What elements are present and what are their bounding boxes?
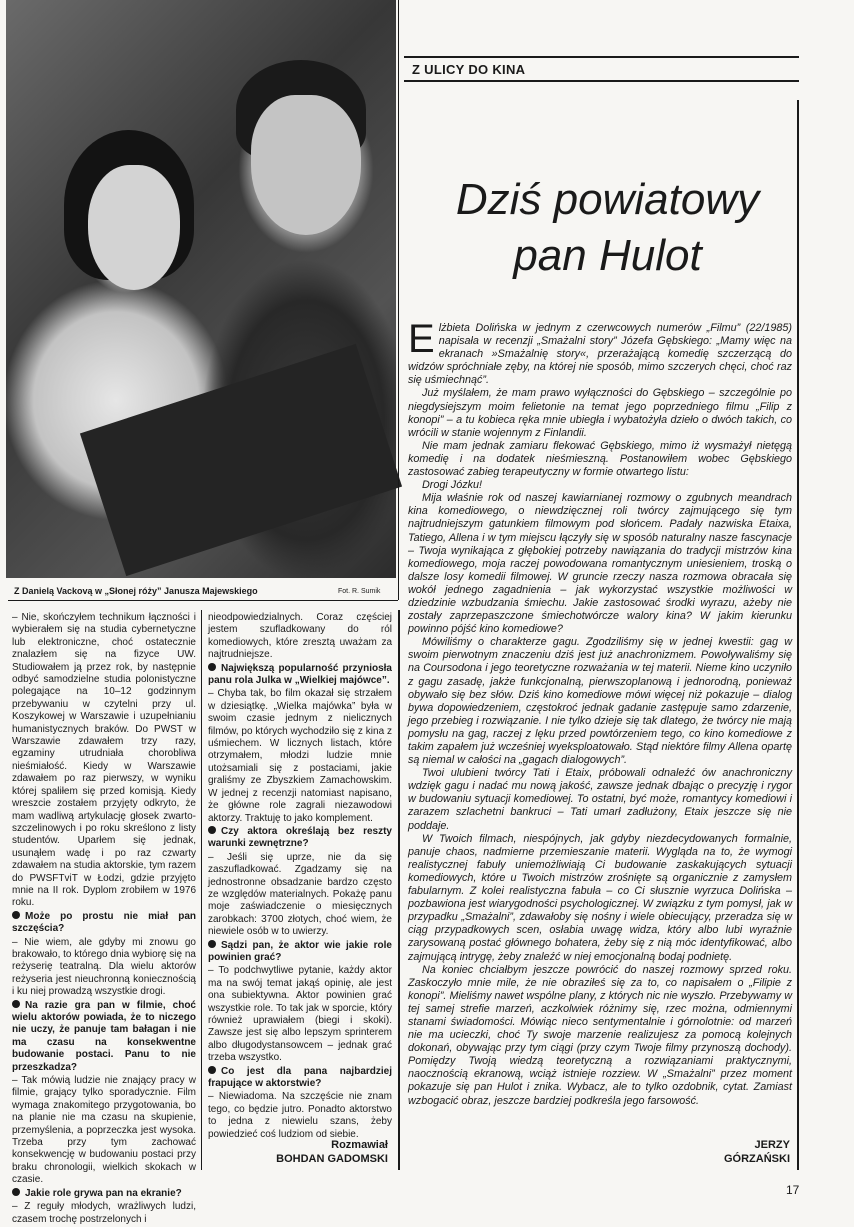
interview-question: Co jest dla pana najbardziej frapujące w aktorstwie? [208,1065,392,1090]
interview-column-rule [201,610,202,1170]
interview-answer: – Z reguły młodych, wrażliwych ludzi, czasem trochę postrzelonych i [12,1201,196,1225]
interviewer-name: BOHDAN GADOMSKI [276,1153,388,1165]
article-paragraph: Mówiliśmy o charakterze gagu. Zgodziliśmy się w jednej kwestii: gag w swoim pierwotnym znaczeniu dziś jest już anachronizmem. Powoływaliśmy się na Coursodona i jego teoretyczne rozważania w tej materii. Nieme kino uczyniło z gagu zasadę, jakże funkcjonalną, pierwszoplanową i jednorodną, ponieważ obywało się bez słów. Dziś kino komediowe mówi więcej niż pokazuje – dialog bywa dopowiedzeniem, częstokroć jednak gadanie zastępuje samo zdarzenie, jego przebieg i rozwiązanie. I nie tylko dzieje się tak dlatego, że twórcy nie mają pomysłu na gag, raczej z lęku przed powtórzeniem tego, co kino komediowe z takim zapałem już wcześniej wyeksploatowało. Stąd niektóre filmy Allena opartę są niemal w całości na „gagach dialogowych”. [408,636,792,767]
author-last-name: GÓRZAŃSKI [724,1153,790,1165]
headline-line-2: pan Hulot [513,231,702,280]
column-divider [398,0,399,600]
article-headline [420,172,795,284]
interview-question: Jakie role grywa pan na ekranie? [12,1188,196,1200]
article-paragraph: Mija właśnie rok od naszej kawiarnianej rozmowy o zgubnych meandrach kina komediowego, o niewdzięcznej roli twórcy zajmującego się tym najtrudniejszym gatunkiem filmowym pod słońcem. Padały nazwiska Etaixa, Tatiego, Allena i w tym miejscu łączyły się w sposób naturalny nasze fascynacje – Twoja wynikająca z głębokiej potrzeby nawiązania do tradycji mistrzów kina komediowego, moja raczej powodowana romantycznym uniesieniem, troską o dalsze losy komedii filmowej. W gruncie rzeczy nasza rozmowa obracała się wokół jednego zagadnienia – jak wykorzystać wszystkie możliwości w dziedzinie wzbudzania śmiechu. Jakie zastosować środki wyrazu, ażeby nie zostały zaprzepaszczone śmiechotwórcze walory kina? W jakim kierunku powinno pójść kino komediowe? [408,492,792,636]
interview-question: Sądzi pan, że aktor wie jakie role powinien grać? [208,939,392,963]
section-rule-top [404,56,799,58]
interview-signature [212,1138,388,1166]
section-label: Z ULICY DO KINA [412,62,526,77]
photo-figure-man-face [251,95,361,235]
article-paragraph: W Twoich filmach, niespójnych, jak gdyby niezdecydowanych formalnie, panuje chaos, nadmierne przemieszanie materii. Wygląda na to, że wymogi realistycznej fabuły uniemożliwiają Ci budowanie zaskakujących sytuacji komediowych, które u Twoich mistrzów zrośnięte są organicznie z zamysłem fabularnym. Z kolei realistyczna fabuła – co Ci słusznie wyrzuca Dolińska – pozbawiona jest wiarygodności psychologicznej. W związku z tym pomysł, jak w przypadku „Smażalni”, zdawałoby się nośny i wiele obiecujący, przeradza się w ciąg przypadkowych scen, osłabia uwagę widza, który albo lubi wyraźnie zarysowaną postać głównego bohatera, żeby się z nią móc identyfikować, albo zajmującą intrygę, żeby znaleźć w niej emocjonalną bodaj podnietę. [408,832,792,963]
interview-question: Może po prostu nie miał pan szczęścia? [12,910,196,935]
bullet-icon [12,1188,20,1196]
page-number: 17 [786,1183,800,1197]
article-photo [6,0,396,578]
interview-question: Czy aktora określają bez reszty warunki zewnętrzne? [208,825,392,850]
article-paragraph: Już myślałem, że mam prawo wyłączności do Gębskiego – szczególnie po niegdysiejszym moim felietonie na temat jego poprzedniego filmu „Filip z konopi” – a tu kobieca ręka mnie ubiegła i wybatożyła dzieło o dwóch takich, co wrócili w stanie wojennym z Finlandii. [408,387,792,439]
interview-answer: – Jeśli się uprze, nie da się zaszufladkować. Zgadzamy się na jednostronne obsadzanie bardzo często ze względów materialnych. Pokażę panu moje zaświadczenie o miesięcznych zarobkach: 3700 złotych, choć wiem, że niewiele osób w to uwierzy. [208,851,392,938]
bullet-icon [208,940,216,948]
interview-column-right [208,612,392,1142]
interview-signature-label: Rozmawiał [331,1139,388,1151]
drop-cap: E [408,317,435,361]
interview-answer: – Niewiadoma. Na szczęście nie znam tego, co będzie jutro. Ponadto aktorstwo to jedna z niewielu szans, żeby powiedzieć coś ludziom od siebie. [208,1091,392,1140]
interview-answer: – Tak mówią ludzie nie znający pracy w filmie, grający tylko sporadycznie. Film wymaga znakomitego przygotowania, bo na planie nie ma czasu na skupienie, przemyślenia, a poprzeczka jest wysoka. Trzeba przy tym zachować konsekwencję w budowaniu postaci przy braku chronologii, wielkich skokach w czasie. [12,1075,196,1186]
article-paragraph: Elżbieta Dolińska w jednym z czerwcowych numerów „Filmu” (22/1985) napisała w recenzji „Smażalni story” Józefa Gębskiego: „Mamy więc na ekranach »Smażalnię story«, przerażającą komedię szczerzącą do widzów spróchniałe zęby, na której nie sposób, mimo szczerych chęci, choć raz się uśmiechnąć”. [408,317,792,387]
interview-question: Największą popularność przyniosła panu rola Julka w „Wielkiej majówce”. [208,662,392,687]
photo-album-object [80,344,402,576]
article-paragraph: Drogi Józku! [422,479,483,492]
article-right-rule [797,100,799,1170]
interview-right-rule [398,610,400,1170]
interview-answer: – Nie, skończyłem technikum łączności i wybierałem się na studia cybernetyczne lub elektroniczne, choć ostatecznie znalazłem się na fizyce UW. Studiowałem ją przez rok, by następnie odbyć samodzielne studia polonistyczne polegające na 10–12 godzinnym przebywaniu w czytelni przy ul. Koszykowej w Warszawie i uzupełnianiu humanistycznych braków. Do PWST w Warszawie zdawałem trzy razy, egzaminy utrudniała chorobliwa nieśmiałość. Kiedy w Warszawie zdawałem po raz pierwszy, w wyniku której spaliłem się przed komisją. Kiedy wreszcie zostałem przyjęty odkryto, że mam wadliwą artykulację głosek zwarto-szczelinowych i po roku skreślono z listy studentów. Uparłem się jednak, usunąłem wadę i po raz czwarty zdawałem na studia aktorskie, tym razem do PWSFTviT w Łodzi, gdzie przyjęto mnie na II rok. Dyplom zrobiłem w 1976 roku. [12,612,196,909]
article-paragraph: Nie mam jednak zamiaru flekować Gębskiego, mimo iż wysmażył nietęgą komedię i na dodatek nieśmieszną. Postanowiłem wobec Gębskiego zastosować zabieg terapeutyczny w formie otwartego listu: [408,439,792,479]
photo-caption: Z Danielą Vackovą w „Słonej róży” Janusza Majewskiego [14,586,258,596]
interview-answer: – To podchwytliwe pytanie, każdy aktor ma na swój temat jakąś opinię, ale jest ona subiektywna. Aktor powinien grać wszystkie role. To tak jak w sporcie, który również uprawiałem (biegi i skoki). Zawsze jest się albo lepszym sprinterem albo długodystansowcem – jednak grać trzeba wszystko. [208,965,392,1064]
article-body [408,317,792,1108]
bullet-icon [12,911,20,919]
interview-column-left [12,612,196,1227]
section-rule-bottom [404,80,799,82]
interview-question: Na razie gra pan w filmie, choć wielu aktorów powiada, że to niczego nie uczy, że panuje tam bałagan i nie ma czasu na konsekwentne budowanie postaci. Panu to nie przeszkadza? [12,999,196,1073]
headline-line-1: Dziś powiatowy [455,175,760,224]
interview-answer: nieodpowiedzialnych. Coraz częściej jestem szufladkowany do ról komediowych, które zresztą uważam za najtrudniejsze. [208,612,392,661]
article-paragraph: Na koniec chciałbym jeszcze powrócić do naszej rozmowy sprzed roku. Zaskoczyło mnie mile, że nie obraziłeś się za to, co napisałem o „Filipie z konopi”. Mieliśmy nawet wspólne plany, z których nic nie wyszło. Przebywamy w tej samej strefie marzeń, aczkolwiek różnimy się, rzec można, odmiennymi stanami świadomości. Mówiąc nieco sentymentalnie i górnolotnie: od marzeń nie ma ucieczki, choć Ty swoje marzenie realizujesz za pomocą kolejnych dokonań, obywając przy tym ciągi (przy czym Twoje filmy przynoszą dochody). Pomiędzy Twoją wiedzą teoretyczną a rozwiązaniami praktycznymi, naocznością ekranową, wciąż istnieje rozziew. W „Smażalni” przez moment pokazuje się pan Hulot i znika. Wybacz, ale to tylko ozdobnik, cytat. Zamiast wzbogacić obraz, jeszcze bardziej podkreśla jego farsowość. [408,963,792,1107]
caption-rule [8,600,398,601]
article-paragraph: Twoi ulubieni twórcy Tati i Etaix, próbowali odnaleźć ów anachroniczny wdzięk gagu i nadać mu nową jakość, zawsze jednak dbając o precyzję i rygor w budowaniu sytuacji komediowej. To ostatni, być może, romantycy komediowi i zarazem szlachetni bankruci – Tati umarł zadłużony, Etaix jeszcze się nie poddaje. [408,767,792,832]
bullet-icon [208,826,216,834]
interview-answer: – Chyba tak, bo film okazał się strzałem w dziesiątkę. „Wielka majówka” była w swoim czasie jednym z nielicznych filmów, po których wychodziło się z kina z uśmiechem. W licznych listach, które otrzymałem, młodzi ludzie mnie utożsamiali się z postaciami, jakie graliśmy ze Zbyszkiem Zamachowskim. W jednej z recenzji natomiast napisano, że główne role zagrali niezawodowi aktorzy. Traktuję to jako komplement. [208,688,392,824]
interview-answer: – Nie wiem, ale gdyby mi znowu go brakowało, to którego dnia wybiorę się na reżyserię teatralną. Dla wielu aktorów reżyseria jest nieuchronną koniecznością i ku niej prowadzą wszystkie drogi. [12,936,196,998]
bullet-icon [208,1066,216,1074]
author-signature [680,1138,790,1166]
author-first-name: JERZY [754,1139,790,1151]
bullet-icon [12,1000,20,1008]
photo-credit: Fot. R. Sumik [338,588,381,595]
bullet-icon [208,663,216,671]
photo-figure-woman-face [88,165,180,290]
